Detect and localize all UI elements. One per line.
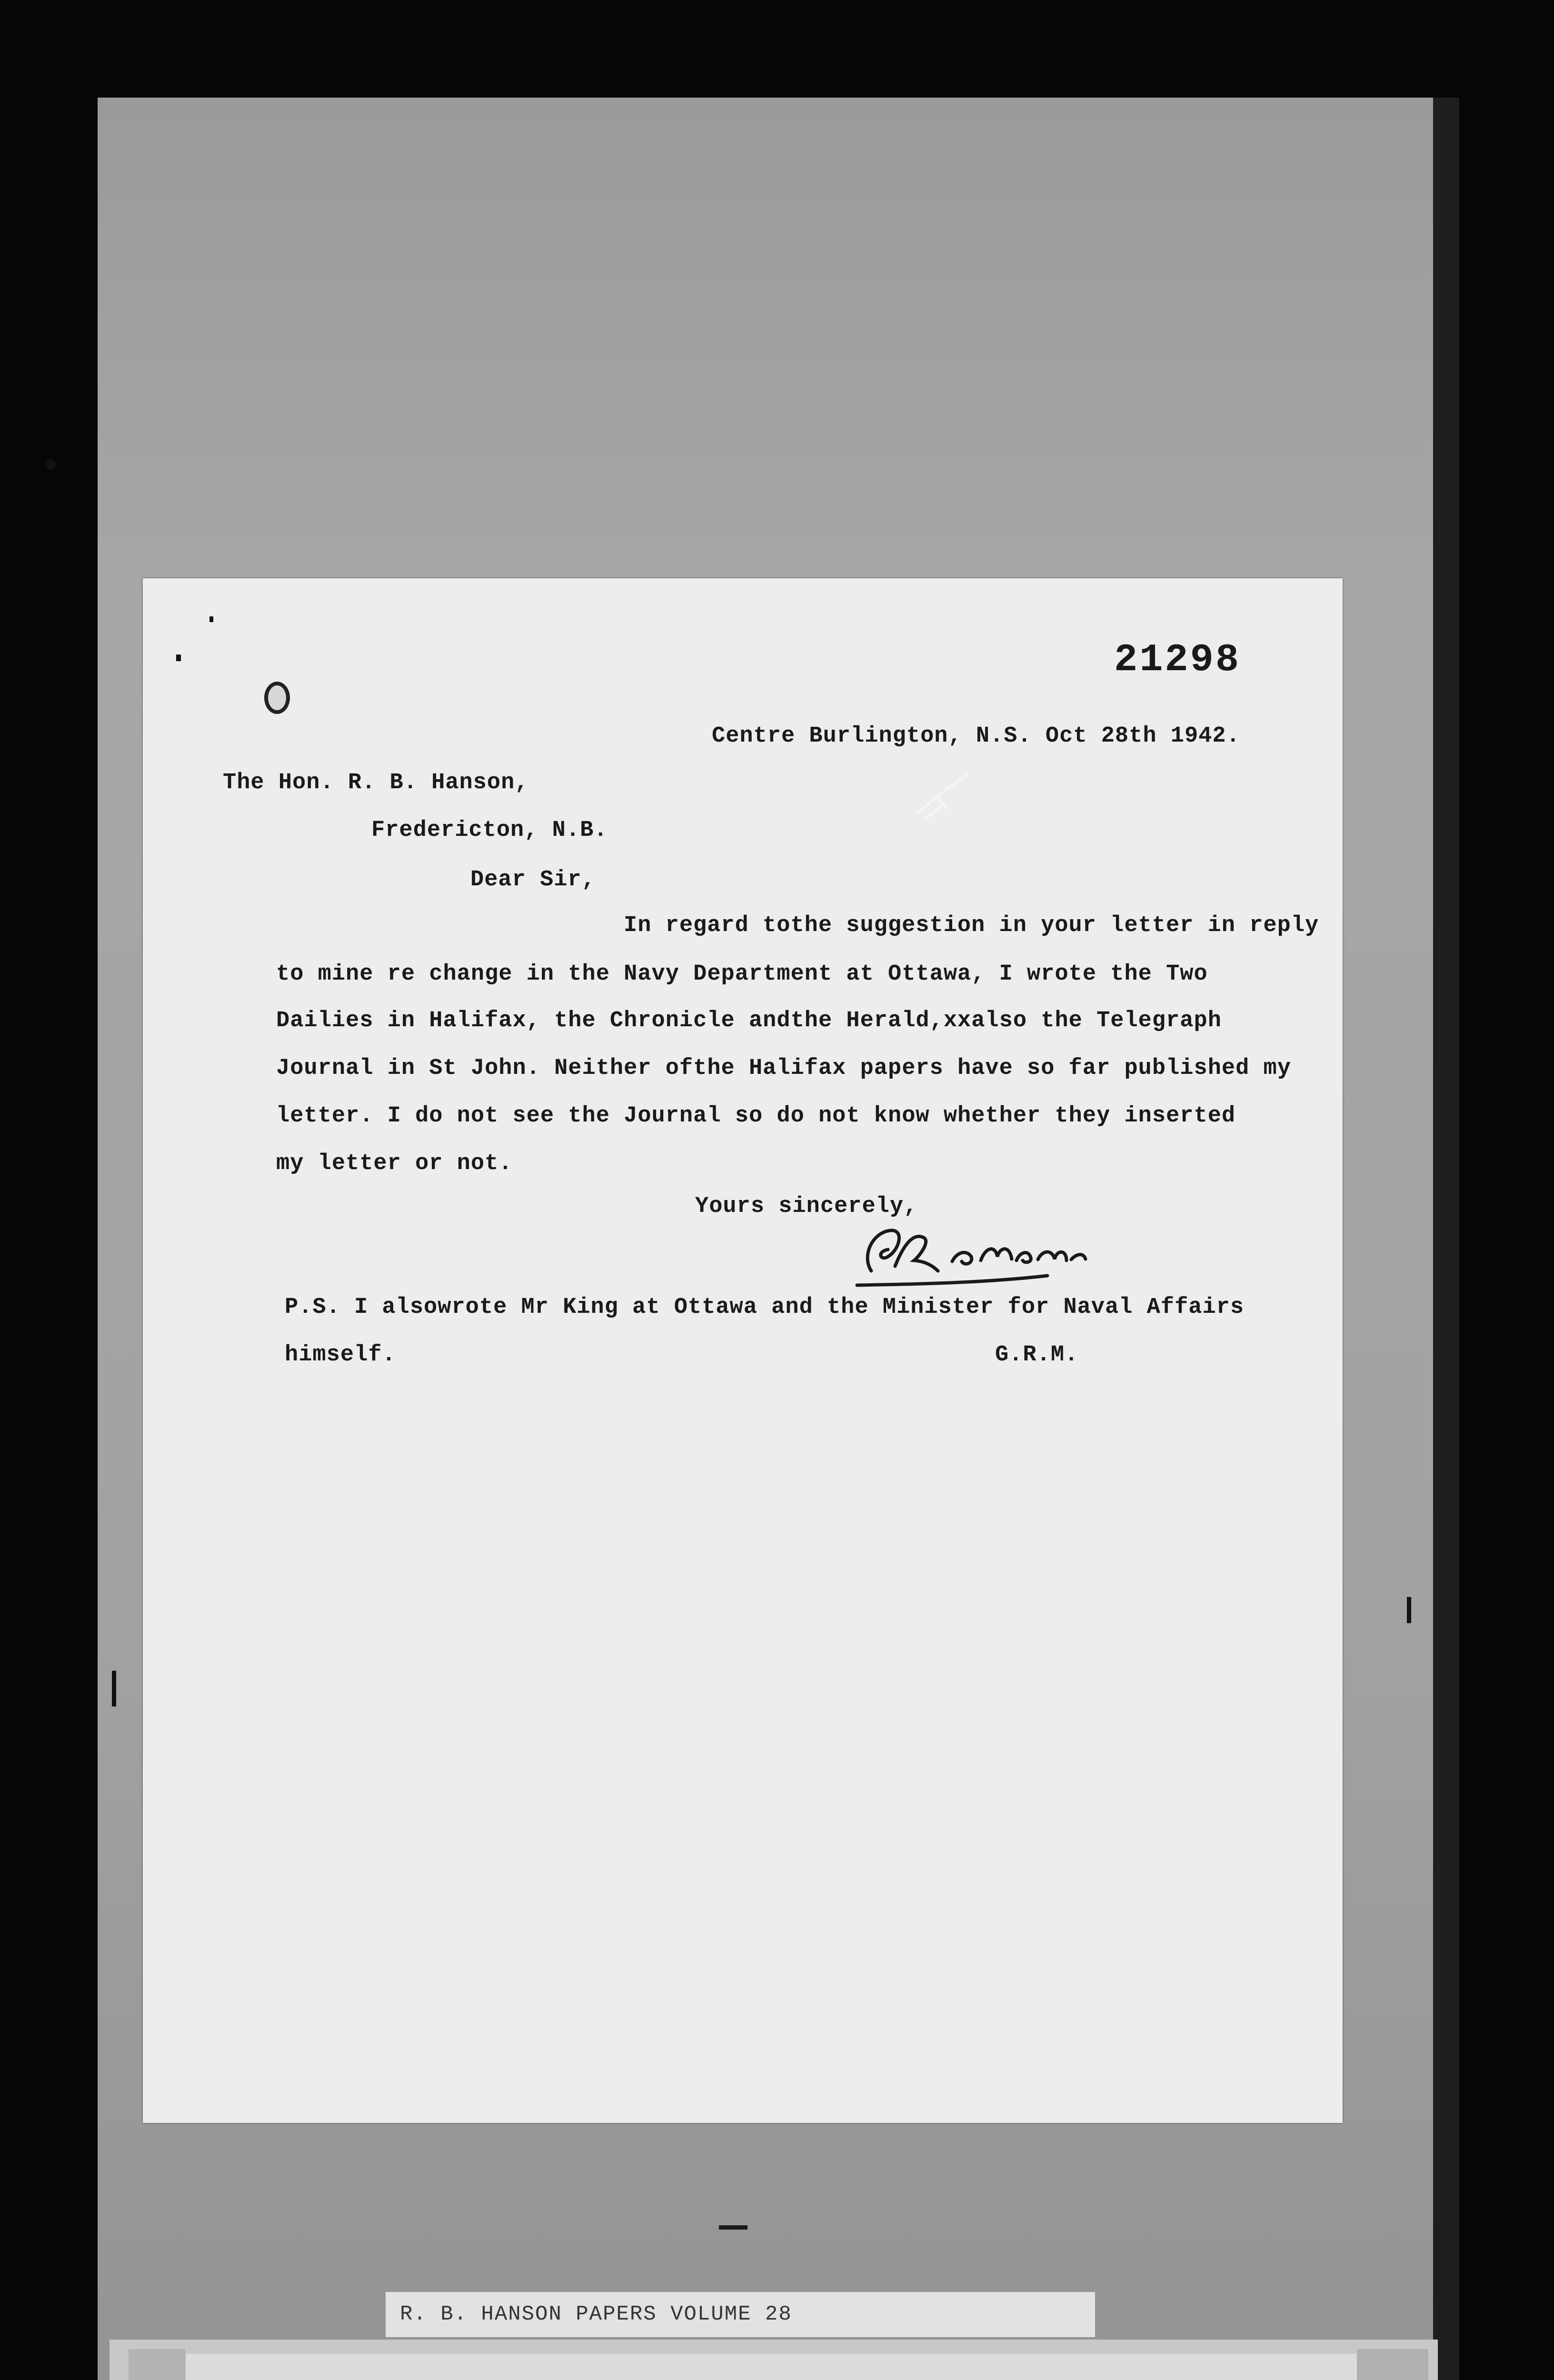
closing: Yours sincerely, (695, 1194, 918, 1219)
speck (209, 616, 213, 622)
salutation: Dear Sir, (470, 867, 596, 892)
handwritten-signature (843, 1204, 1138, 1299)
edge-mark (45, 459, 56, 470)
document-number: 21298 (1114, 638, 1241, 682)
addressee-city: Fredericton, N.B. (371, 818, 608, 843)
body-line: In regard tothe suggestion in your letter in reply (624, 913, 1319, 938)
edge-mark (1407, 1597, 1411, 1623)
body-line: Dailies in Halifax, the Chronicle andthe Herald,xxalso the Telegraph (276, 1008, 1222, 1033)
archives-card-edge (129, 2349, 186, 2380)
dash-mark (719, 2225, 747, 2230)
postscript-line: himself. (285, 1342, 396, 1368)
body-line: Journal in St John. Neither ofthe Halifax papers have so far published my (276, 1056, 1291, 1081)
volume-label (386, 2292, 1095, 2337)
postscript-line: P.S. I alsowrote Mr King at Ottawa and the Minister for Naval Affairs (285, 1295, 1245, 1320)
punch-hole (264, 682, 290, 714)
stamp-mark (907, 766, 978, 828)
mount-board-edge (1433, 98, 1459, 2380)
edge-mark (112, 1671, 116, 1706)
body-line: my letter or not. (276, 1151, 513, 1176)
body-line: to mine re change in the Navy Department at Ottawa, I wrote the Two (276, 962, 1208, 987)
archives-card-edge (1357, 2349, 1428, 2380)
archives-card-face (186, 2354, 1357, 2380)
place-date: Centre Burlington, N.S. Oct 28th 1942. (712, 724, 1240, 749)
archives-card (110, 2340, 1438, 2380)
speck (176, 654, 181, 661)
addressee-name: The Hon. R. B. Hanson, (223, 770, 529, 795)
body-line: letter. I do not see the Journal so do not know whether they inserted (276, 1103, 1236, 1129)
volume-label-text: R. B. HANSON PAPERS VOLUME 28 (400, 2302, 792, 2326)
initials: G.R.M. (995, 1342, 1079, 1368)
